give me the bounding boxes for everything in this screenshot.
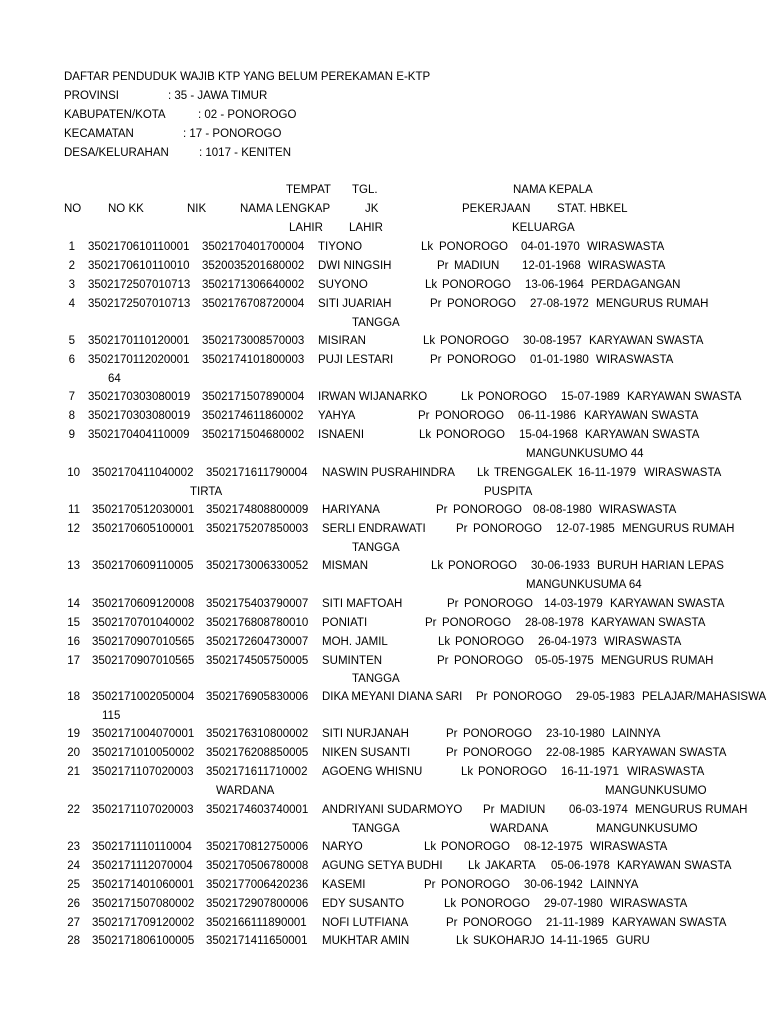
row-kerja: WIRASWASTA [610, 898, 688, 910]
row-kerja: MENGURUS RUMAH [596, 298, 709, 310]
row-tgl: 12-07-1985 [556, 523, 615, 535]
row-nik: 3502171411650001 [206, 935, 308, 947]
row-jk: Lk [468, 860, 481, 872]
row-tempat: PONOROGO [461, 898, 531, 910]
row-no: 23 [67, 841, 80, 853]
row-kerja: WIRASWASTA [588, 260, 666, 272]
row-jk: Lk [425, 279, 438, 291]
provinsi-value: : 35 - JAWA TIMUR [168, 90, 268, 102]
row-tgl: 08-12-1975 [524, 841, 583, 853]
row-jk: Pr [446, 728, 458, 740]
row-kk: 3502170404110009 [88, 429, 190, 441]
row-kepala-cont: MANGUNKUSUMO [605, 785, 707, 797]
row-no: 20 [67, 747, 80, 759]
row-nama: EDY SUSANTO [322, 898, 405, 910]
row-kk: 3502171806100005 [92, 935, 195, 947]
row-nama: SUYONO [318, 279, 368, 291]
row-kerja: KARYAWAN SWASTA [617, 860, 732, 872]
row-no: 8 [68, 410, 75, 422]
row-tempat: PONOROGO [442, 279, 512, 291]
row-no: 27 [67, 917, 80, 929]
row-tgl: 23-10-1980 [546, 728, 605, 740]
row-kerja: KARYAWAN SWASTA [627, 391, 742, 403]
row-kk: 3502170701040002 [92, 617, 195, 629]
row-tempat: JAKARTA [485, 860, 536, 872]
row-nik: 3502176708720004 [202, 298, 305, 310]
row-no: 19 [67, 728, 80, 740]
row-kepala-cont: MANGUNKUSUMO 44 [526, 448, 644, 460]
row-jk: Pr [446, 917, 458, 929]
row-jk: Pr [476, 691, 488, 703]
row-tgl: 29-05-1983 [576, 691, 635, 703]
row-no: 2 [68, 260, 75, 272]
row-kk: 3502170610110001 [88, 241, 190, 253]
row-no: 24 [67, 860, 80, 872]
row-jk: Pr [430, 298, 442, 310]
row-kk: 3502172507010713 [88, 298, 191, 310]
row-no: 12 [67, 523, 80, 535]
row-tgl: 16-11-1971 [561, 766, 619, 778]
row-jk: Lk [461, 766, 474, 778]
row-tempat: MADIUN [500, 804, 546, 816]
row-tgl: 21-11-1989 [546, 917, 604, 929]
row-nama: DIKA MEYANI DIANA SARI [322, 691, 463, 703]
row-tempat: PONOROGO [448, 560, 518, 572]
row-jk: Pr [483, 804, 495, 816]
row-nik: 3502173008570003 [202, 335, 305, 347]
row-kk: 3502171110110004 [92, 841, 192, 853]
row-kk: 3502171107020003 [92, 804, 194, 816]
row-nik: 3502171507890004 [202, 391, 305, 403]
row-tempat: PONOROGO [478, 766, 548, 778]
row-nik: 3502177006420236 [206, 879, 309, 891]
row-nama: IRWAN WIJANARKO [318, 391, 428, 403]
col-nama-header: NAMA LENGKAP [240, 203, 331, 215]
row-jk: Lk [419, 429, 432, 441]
kabupaten-value: : 02 - PONOROGO [198, 109, 297, 121]
row-nama: MISMAN [322, 560, 368, 572]
row-nama: KASEMI [322, 879, 366, 891]
row-nik: 3502170812750006 [206, 841, 309, 853]
row-tgl: 13-06-1964 [525, 279, 584, 291]
row-kk: 3502170512030001 [92, 504, 195, 516]
row-kk: 3502170110120001 [88, 335, 190, 347]
row-no: 16 [67, 636, 80, 648]
col-no-header: NO [64, 203, 82, 215]
row-nik: 3502175207850003 [206, 523, 309, 535]
row-kerja: WIRASWASTA [604, 636, 682, 648]
row-kk: 3502171010050002 [92, 747, 195, 759]
row-kerja: WIRASWASTA [627, 766, 705, 778]
row-tgl: 30-06-1942 [524, 879, 583, 891]
row-kk: 3502171401060001 [92, 879, 195, 891]
row-tempat: PONOROGO [493, 691, 563, 703]
row-kk: 3502170907010565 [92, 636, 195, 648]
row-jk: Lk [421, 241, 434, 253]
row-tgl: 29-07-1980 [544, 898, 603, 910]
row-nik: 3502174603740001 [206, 804, 309, 816]
row-kk: 3502171107020003 [92, 766, 194, 778]
row-tempat: PONOROGO [436, 429, 506, 441]
row-kk: 3502170609120008 [92, 598, 195, 610]
row-tempat: PONOROGO [442, 617, 512, 629]
col-stat-header: STAT. HBKEL [557, 203, 628, 215]
row-kk: 3502171709120002 [92, 917, 195, 929]
row-kerja: LAINNYA [612, 728, 661, 740]
row-tgl: 01-01-1980 [530, 354, 589, 366]
row-no: 3 [68, 279, 75, 291]
row-tgl: 26-04-1973 [538, 636, 597, 648]
row-kerja-cont: TANGGA [352, 317, 400, 329]
desa-value: : 1017 - KENITEN [199, 147, 292, 159]
row-nik: 3502170401700004 [202, 241, 305, 253]
kecamatan-value: : 17 - PONOROGO [183, 128, 282, 140]
row-nama: HARIYANA [322, 504, 380, 516]
row-nik: 3502174808800009 [206, 504, 309, 516]
row-nama: MUKHTAR AMIN [322, 935, 410, 947]
row-kk: 3502171507080002 [92, 898, 195, 910]
row-kerja: KARYAWAN SWASTA [584, 410, 699, 422]
row-stat-cont: WARDANA [490, 823, 549, 835]
row-tempat: PONOROGO [463, 747, 533, 759]
row-jk: Pr [437, 655, 449, 667]
row-kk: 3502171004070001 [92, 728, 195, 740]
row-kerja: KARYAWAN SWASTA [585, 429, 700, 441]
row-kerja: MENGURUS RUMAH [622, 523, 735, 535]
row-no: 15 [67, 617, 80, 629]
row-nik: 3502176208850005 [206, 747, 309, 759]
row-kk: 3502170605100001 [92, 523, 195, 535]
row-kerja: WIRASWASTA [599, 504, 677, 516]
row-tgl: 06-11-1986 [518, 410, 576, 422]
row-kepala-cont: MANGUNKUSUMA 64 [526, 579, 642, 591]
row-jk: Lk [456, 935, 469, 947]
row-kk: 3502170411040002 [92, 467, 194, 479]
row-tgl: 15-04-1968 [519, 429, 578, 441]
document-title: DAFTAR PENDUDUK WAJIB KTP YANG BELUM PEREKAMAN E-KTP [64, 71, 431, 83]
row-nama: SITI JUARIAH [318, 298, 392, 310]
row-tempat: PONOROGO [455, 636, 525, 648]
row-tempat: PONOROGO [447, 298, 517, 310]
row-nik: 3502173006330052 [206, 560, 309, 572]
row-tgl: 14-11-1965 [550, 935, 608, 947]
row-kk: 3502172507010713 [88, 279, 191, 291]
row-kerja-cont: TANGGA [352, 673, 400, 685]
row-nik: 3502172907800006 [206, 898, 309, 910]
row-kerja: KARYAWAN SWASTA [591, 617, 706, 629]
row-tgl: 04-01-1970 [521, 241, 580, 253]
row-no: 5 [68, 335, 75, 347]
row-tempat: TRENGGALEK [494, 467, 573, 479]
row-tgl: 05-05-1975 [535, 655, 594, 667]
row-jk: Pr [418, 410, 430, 422]
row-nama-cont: TIRTA [190, 486, 223, 498]
row-nama: DWI NINGSIH [318, 260, 392, 272]
row-tgl: 16-11-1979 [578, 467, 636, 479]
row-kerja: WIRASWASTA [590, 841, 668, 853]
row-nama: NARYO [322, 841, 363, 853]
row-nik: 3502166111890001 [206, 917, 307, 929]
row-kerja: BURUH HARIAN LEPAS [597, 560, 724, 572]
col-nokk-header: NO KK [108, 203, 144, 215]
row-nik: 3502175403790007 [206, 598, 309, 610]
row-no: 22 [67, 804, 80, 816]
col-nik-header: NIK [187, 203, 207, 215]
row-tempat: PONOROGO [453, 504, 523, 516]
row-nama: NIKEN SUSANTI [322, 747, 411, 759]
row-tempat: PONOROGO [473, 523, 543, 535]
row-kerja: MENGURUS RUMAH [601, 655, 714, 667]
row-nik: 3502174101800003 [202, 354, 305, 366]
row-jk: Pr [447, 598, 459, 610]
row-jk: Pr [456, 523, 468, 535]
row-jk: Pr [430, 354, 442, 366]
row-jk: Lk [438, 636, 451, 648]
row-nik: 3502171306640002 [202, 279, 305, 291]
row-jk: Pr [436, 504, 448, 516]
col-jk-header: JK [365, 203, 379, 215]
row-nama: SITI NURJANAH [322, 728, 409, 740]
col-kepala-header: NAMA KEPALA [513, 184, 593, 196]
row-tempat: PONOROGO [478, 391, 548, 403]
row-kk: 3502171002050004 [92, 691, 195, 703]
row-kepala-cont: PUSPITA [484, 486, 533, 498]
row-jk: Lk [423, 335, 436, 347]
col-tgl-header-2: LAHIR [349, 222, 383, 234]
row-nama: NASWIN PUSRAHINDRA [322, 467, 455, 479]
row-no: 26 [67, 898, 80, 910]
row-kk: 3502170610110010 [88, 260, 190, 272]
row-tempat: PONOROGO [439, 241, 509, 253]
row-tempat: SUKOHARJO [473, 935, 545, 947]
col-tempat-header: TEMPAT [286, 184, 331, 196]
row-tempat: PONOROGO [464, 598, 534, 610]
row-tgl: 08-08-1980 [533, 504, 592, 516]
row-jk: Lk [444, 898, 457, 910]
row-kerja: PELAJAR/MAHASISWA [642, 691, 767, 703]
row-tgl: 30-06-1933 [531, 560, 590, 572]
row-tgl: 06-03-1974 [569, 804, 628, 816]
row-nama: MISIRAN [318, 335, 366, 347]
row-tempat: PONOROGO [441, 841, 511, 853]
row-kerja: LAINNYA [590, 879, 639, 891]
row-no: 17 [67, 655, 80, 667]
row-kerja: KARYAWAN SWASTA [610, 598, 725, 610]
row-cont-left: 115 [102, 710, 121, 722]
col-pekerjaan-header: PEKERJAAN [462, 203, 531, 215]
row-no: 25 [67, 879, 80, 891]
row-tgl: 05-06-1978 [551, 860, 610, 872]
row-no: 10 [67, 467, 80, 479]
row-nik: 3502172604730007 [206, 636, 309, 648]
row-nik: 3502171611790004 [206, 467, 308, 479]
row-tgl: 15-07-1989 [561, 391, 620, 403]
row-tempat: PONOROGO [463, 917, 533, 929]
row-kerja: KARYAWAN SWASTA [589, 335, 704, 347]
row-kerja-cont: TANGGA [352, 542, 400, 554]
row-nama: PUJI LESTARI [318, 354, 394, 366]
row-tgl: 27-08-1972 [530, 298, 589, 310]
row-nama: ISNAENI [318, 429, 365, 441]
col-tempat-header-2: LAHIR [289, 222, 323, 234]
row-kerja: WIRASWASTA [644, 467, 722, 479]
row-tempat: PONOROGO [454, 655, 524, 667]
row-tgl: 14-03-1979 [544, 598, 603, 610]
desa-label: DESA/KELURAHAN [64, 147, 169, 159]
row-nama: ANDRIYANI SUDARMOYO [322, 804, 463, 816]
row-nama: AGUNG SETYA BUDHI [322, 860, 443, 872]
row-kk: 3502170303080019 [88, 410, 191, 422]
row-nama: SERLI ENDRAWATI [322, 523, 426, 535]
row-nik: 3502171504680002 [202, 429, 305, 441]
col-tgl-header: TGL. [352, 184, 378, 196]
row-kk: 3502170609110005 [92, 560, 194, 572]
row-no: 14 [67, 598, 80, 610]
row-tgl: 30-08-1957 [523, 335, 582, 347]
provinsi-label: PROVINSI [64, 90, 119, 102]
row-nama: TIYONO [318, 241, 363, 253]
row-nik: 3502176905830006 [206, 691, 309, 703]
row-kk: 3502171112070004 [92, 860, 193, 872]
row-tgl: 12-01-1968 [522, 260, 581, 272]
row-kk: 3502170303080019 [88, 391, 191, 403]
row-jk: Lk [424, 841, 437, 853]
row-no: 7 [68, 391, 75, 403]
col-kepala-header-2: KELUARGA [512, 222, 575, 234]
row-jk: Lk [461, 391, 474, 403]
row-cont-left: 64 [108, 373, 121, 385]
row-kk: 3502170907010565 [92, 655, 195, 667]
row-no: 21 [67, 766, 80, 778]
row-tempat: PONOROGO [441, 879, 511, 891]
row-no: 6 [68, 354, 75, 366]
row-jk: Lk [477, 467, 490, 479]
row-nik: 3502174611860002 [202, 410, 304, 422]
row-jk: Pr [437, 260, 449, 272]
row-nik: 3520035201680002 [202, 260, 305, 272]
row-tempat: PONOROGO [435, 410, 505, 422]
row-no: 18 [67, 691, 80, 703]
row-kerja: MENGURUS RUMAH [635, 804, 748, 816]
row-nama: MOH. JAMIL [322, 636, 388, 648]
row-kerja: WIRASWASTA [596, 354, 674, 366]
row-kk: 3502170112020001 [88, 354, 190, 366]
row-nik: 3502170506780008 [206, 860, 309, 872]
row-kerja: PERDAGANGAN [591, 279, 681, 291]
row-jk: Pr [424, 879, 436, 891]
kecamatan-label: KECAMATAN [64, 128, 134, 140]
row-nama: AGOENG WHISNU [322, 766, 423, 778]
row-kerja: GURU [616, 935, 650, 947]
row-nik: 3502174505750005 [206, 655, 309, 667]
row-tempat: PONOROGO [440, 335, 510, 347]
row-nik: 3502171611710002 [206, 766, 308, 778]
row-no: 28 [67, 935, 80, 947]
row-tempat: PONOROGO [447, 354, 517, 366]
row-nama: YAHYA [318, 410, 356, 422]
row-no: 9 [68, 429, 75, 441]
kabupaten-label: KABUPATEN/KOTA [64, 109, 166, 121]
row-kerja-cont: TANGGA [352, 823, 400, 835]
row-jk: Pr [446, 747, 458, 759]
row-kerja: KARYAWAN SWASTA [612, 747, 727, 759]
row-jk: Pr [425, 617, 437, 629]
row-tgl: 22-08-1985 [546, 747, 605, 759]
row-nama: SUMINTEN [322, 655, 383, 667]
row-jk: Lk [431, 560, 444, 572]
row-tgl: 28-08-1978 [525, 617, 584, 629]
row-nama-cont: WARDANA [216, 785, 275, 797]
row-kerja: WIRASWASTA [587, 241, 665, 253]
row-kepala-cont: MANGUNKUSUMO [596, 823, 698, 835]
row-nama: NOFI LUTFIANA [322, 917, 409, 929]
row-no: 1 [68, 241, 75, 253]
row-tempat: PONOROGO [463, 728, 533, 740]
row-no: 13 [67, 560, 80, 572]
row-nik: 3502176310800002 [206, 728, 309, 740]
row-tempat: MADIUN [454, 260, 500, 272]
row-no: 4 [68, 298, 75, 310]
row-nama: SITI MAFTOAH [322, 598, 403, 610]
row-nik: 3502176808780010 [206, 617, 309, 629]
row-nama: PONIATI [322, 617, 368, 629]
row-kerja: KARYAWAN SWASTA [612, 917, 727, 929]
row-no: 11 [68, 504, 80, 516]
